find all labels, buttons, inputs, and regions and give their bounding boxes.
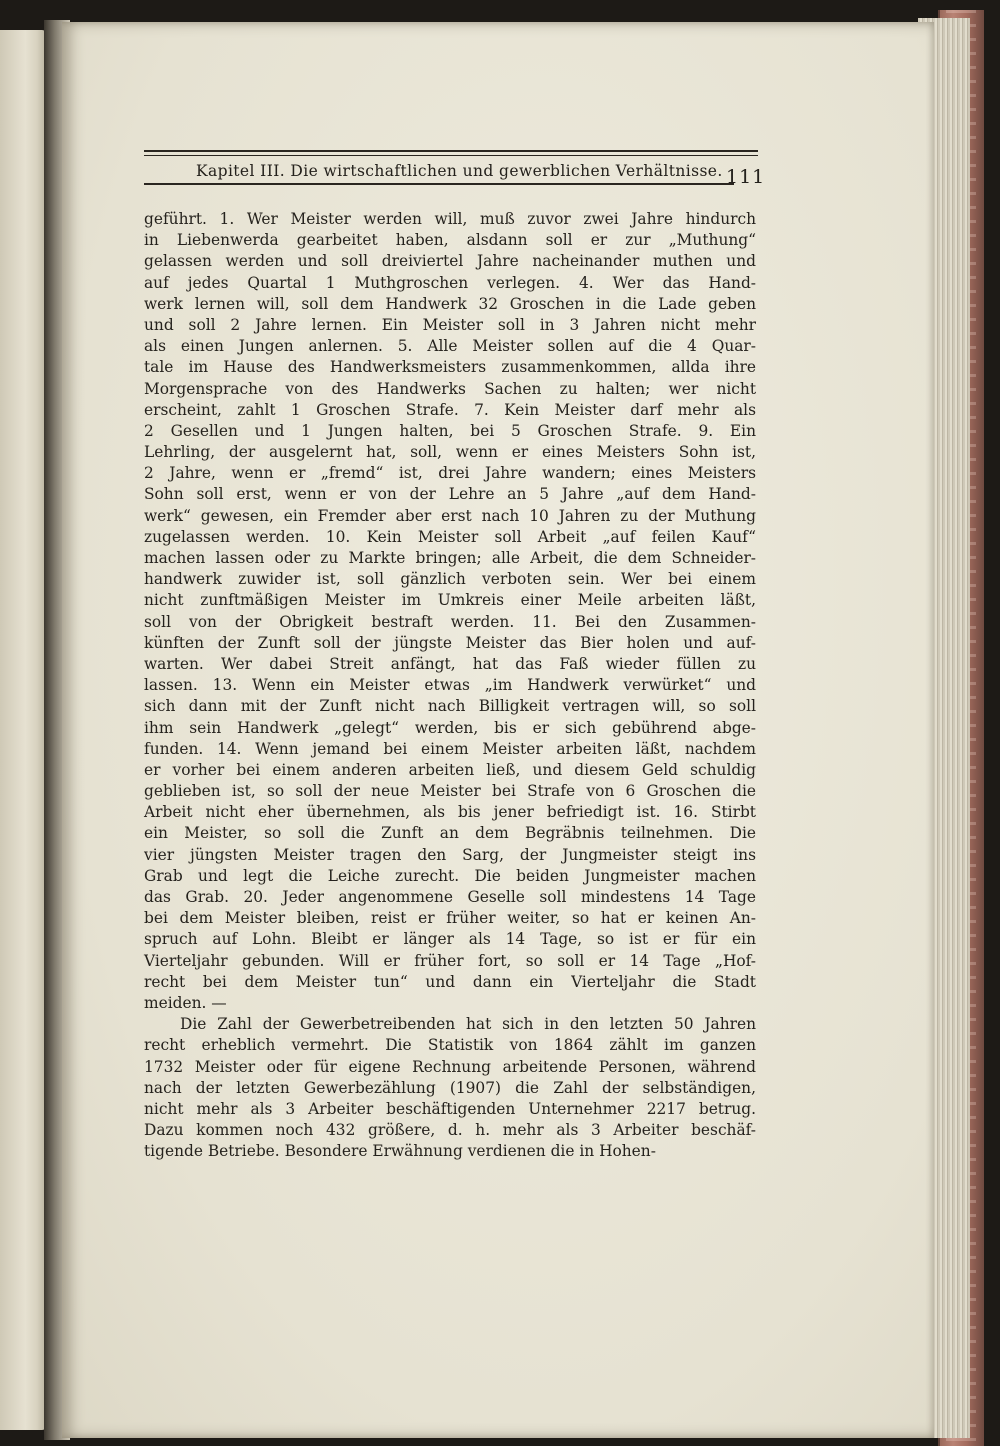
- text-line: recht bei dem Meister tun“ und dann ein Vierteljahr die Stadt: [144, 972, 756, 991]
- text-line: soll von der Obrigkeit bestraft werden. 11. Bei den Zusammen-: [144, 612, 756, 631]
- text-line: Sohn soll erst, wenn er von der Lehre an 5 Jahre „auf dem Hand-: [144, 485, 756, 504]
- text-line: 1732 Meister oder für eigene Rechnung arbeitende Personen, während: [144, 1057, 756, 1076]
- text-line: ein Meister, so soll die Zunft an dem Begräbnis teilnehmen. Die: [144, 824, 756, 843]
- page-number: 111: [726, 166, 766, 188]
- body-text: [144, 209, 756, 1162]
- text-line: tigende Betriebe. Besondere Erwähnung verdienen die in Hohen-: [144, 1142, 656, 1161]
- text-line: funden. 14. Wenn jemand bei einem Meister arbeiten läßt, nachdem: [144, 739, 756, 758]
- text-line: Arbeit nicht eher übernehmen, als bis jener befriedigt ist. 16. Stirbt: [144, 803, 756, 822]
- text-line: spruch auf Lohn. Bleibt er länger als 14 Tage, so ist er für ein: [144, 930, 756, 949]
- text-line: nach der letzten Gewerbezählung (1907) die Zahl der selbständigen,: [144, 1078, 756, 1097]
- text-line: als einen Jungen anlernen. 5. Alle Meister sollen auf die 4 Quar-: [144, 337, 756, 356]
- paragraph-guild-statutes: [144, 209, 756, 1014]
- text-line: recht erheblich vermehrt. Die Statistik von 1864 zählt im ganzen: [144, 1036, 756, 1055]
- text-line: Lehrling, der ausgelernt hat, soll, wenn er eines Meisters Sohn ist,: [144, 443, 756, 462]
- text-line: bei dem Meister bleiben, reist er früher weiter, so hat er keinen An-: [144, 909, 756, 928]
- text-line: erscheint, zahlt 1 Groschen Strafe. 7. Kein Meister darf mehr als: [144, 400, 756, 419]
- text-line: 2 Gesellen und 1 Jungen halten, bei 5 Groschen Strafe. 9. Ein: [144, 421, 756, 440]
- text-line: in Liebenwerda gearbeitet haben, alsdann soll er zur „Muthung“: [144, 231, 756, 250]
- text-line: er vorher bei einem anderen arbeiten ließ, und diesem Geld schuldig: [144, 760, 756, 779]
- text-line: tale im Hause des Handwerksmeisters zusammenkommen, allda ihre: [144, 358, 756, 377]
- text-line: handwerk zuwider ist, soll gänzlich verboten sein. Wer bei einem: [144, 570, 756, 589]
- text-line: auf jedes Quartal 1 Muthgroschen verlegen. 4. Wer das Hand-: [144, 273, 756, 292]
- running-title: Kapitel III. Die wirtschaftlichen und gewerblichen Verhältnisse.: [196, 162, 723, 180]
- text-line: Die Zahl der Gewerbetreibenden hat sich in den letzten 50 Jahren: [180, 1015, 756, 1034]
- header-rule: [144, 150, 758, 152]
- text-line: werk“ gewesen, ein Fremder aber erst nach 10 Jahren zu der Muthung: [144, 506, 756, 525]
- text-line: ihm sein Handwerk „gelegt“ werden, bis er sich gebührend abge-: [144, 718, 756, 737]
- text-line: warten. Wer dabei Streit anfängt, hat das Faß wieder füllen zu: [144, 654, 756, 673]
- text-line: nicht mehr als 3 Arbeiter beschäftigenden Unternehmer 2217 betrug.: [144, 1099, 756, 1118]
- text-line: Dazu kommen noch 432 größere, d. h. mehr als 3 Arbeiter beschäf-: [144, 1121, 756, 1140]
- header-rule-thin: [144, 155, 758, 156]
- text-line: das Grab. 20. Jeder angenommene Geselle soll mindestens 14 Tage: [144, 888, 756, 906]
- text-line: sich dann mit der Zunft nicht nach Billigkeit vertragen will, so soll: [144, 697, 756, 716]
- text-line: geblieben ist, so soll der neue Meister bei Strafe von 6 Groschen die: [144, 782, 756, 801]
- text-line: Grab und legt die Leiche zurecht. Die beiden Jungmeister machen: [144, 866, 756, 885]
- text-line: künften der Zunft soll der jüngste Meister das Bier holen und auf-: [144, 633, 756, 652]
- text-line: 2 Jahre, wenn er „fremd“ ist, drei Jahre wandern; eines Meisters: [144, 464, 756, 483]
- text-line: und soll 2 Jahre lernen. Ein Meister soll in 3 Jahren nicht mehr: [144, 315, 756, 334]
- text-line: lassen. 13. Wenn ein Meister etwas „im Handwerk verwürket“ und: [144, 676, 756, 695]
- text-line: nicht zunftmäßigen Meister im Umkreis einer Meile arbeiten läßt,: [144, 591, 756, 610]
- text-line: Vierteljahr gebunden. Will er früher fort, so soll er 14 Tage „Hof-: [144, 951, 756, 970]
- text-line: geführt. 1. Wer Meister werden will, muß zuvor zwei Jahre hindurch: [144, 210, 756, 228]
- text-line: zugelassen werden. 10. Kein Meister soll Arbeit „auf feilen Kauf“: [144, 527, 756, 546]
- paragraph-trade-statistics: [144, 1014, 756, 1162]
- text-line: vier jüngsten Meister tragen den Sarg, der Jungmeister steigt ins: [144, 845, 756, 864]
- header-rule-bottom: [144, 183, 734, 185]
- text-line: Morgensprache von des Handwerks Sachen zu halten; wer nicht: [144, 379, 756, 398]
- text-line: werk lernen will, soll dem Handwerk 32 Groschen in die Lade geben: [144, 294, 756, 313]
- text-line: machen lassen oder zu Markte bringen; alle Arbeit, die dem Schneider-: [144, 549, 756, 567]
- previous-page-edge: [0, 30, 46, 1430]
- text-line: gelassen werden und soll dreiviertel Jahre nacheinander muthen und: [144, 252, 756, 271]
- text-line: meiden. —: [144, 993, 227, 1012]
